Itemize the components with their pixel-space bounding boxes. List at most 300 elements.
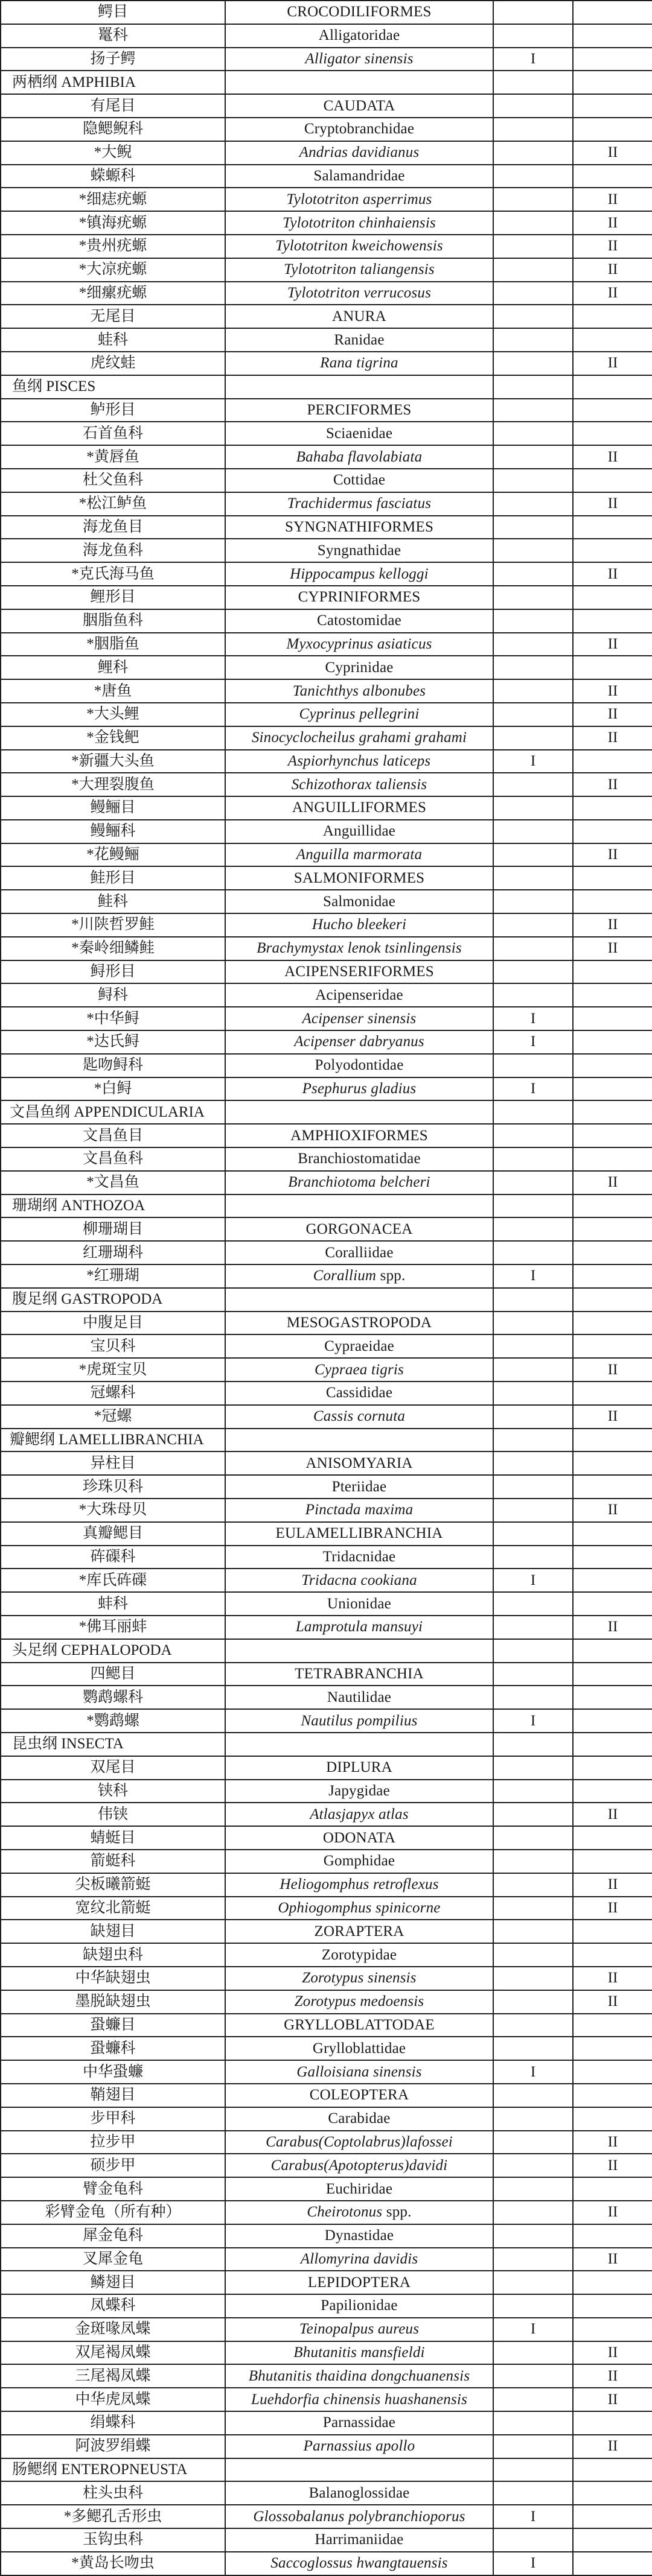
scientific-name-cell: Parnassius apollo (225, 2435, 493, 2458)
scientific-name-cell: ACIPENSERIFORMES (225, 960, 493, 984)
order-row (1, 305, 652, 328)
chinese-name-cell: 绢蝶科 (1, 2411, 225, 2435)
protection-level-2-cell (573, 796, 652, 820)
order-row (1, 1522, 652, 1546)
protection-level-1-cell (493, 71, 573, 94)
family-row (1, 1686, 652, 1709)
species-row (1, 1007, 652, 1030)
order-row (1, 2014, 652, 2037)
species-row (1, 2552, 652, 2575)
species-row (1, 562, 652, 586)
chinese-name-cell: 缺翅虫科 (1, 1943, 225, 1967)
order-row (1, 1756, 652, 1780)
order-row (1, 399, 652, 422)
scientific-name-cell: Bahaba flavolabiata (225, 445, 493, 469)
chinese-name-cell: 胭脂鱼科 (1, 609, 225, 633)
protection-level-1-cell (493, 1546, 573, 1569)
scientific-name-cell: Catostomidae (225, 609, 493, 633)
scientific-name-cell: Acipenser dabryanus (225, 1030, 493, 1054)
species-row (1, 679, 652, 703)
protection-level-2-cell (573, 71, 652, 94)
protection-level-1-cell (493, 1616, 573, 1639)
chinese-name-cell: 宝贝科 (1, 1334, 225, 1358)
species-row (1, 703, 652, 726)
chinese-name-cell: 蛩蠊目 (1, 2014, 225, 2037)
protection-level-1-cell (493, 562, 573, 586)
protection-level-1-cell (493, 1147, 573, 1171)
scientific-name-cell: Tanichthys albonubes (225, 679, 493, 703)
protection-level-1-cell: I (493, 1007, 573, 1030)
chinese-name-cell: 箭蜓科 (1, 1850, 225, 1873)
scientific-name-cell: COLEOPTERA (225, 2084, 493, 2107)
protection-level-2-cell: II (573, 726, 652, 750)
protection-level-2-cell (573, 1756, 652, 1780)
family-row (1, 1546, 652, 1569)
chinese-name-cell: 中华蛩蠊 (1, 2060, 225, 2084)
species-row (1, 141, 652, 165)
protection-level-2-cell: II (573, 703, 652, 726)
protection-level-1-cell (493, 1663, 573, 1686)
scientific-name-cell: Unionidae (225, 1592, 493, 1616)
scientific-name-cell: Andrias davidianus (225, 141, 493, 165)
protection-level-1-cell (493, 539, 573, 562)
protection-level-1-cell (493, 586, 573, 609)
scientific-name-cell: LEPIDOPTERA (225, 2271, 493, 2294)
protection-level-2-cell: II (573, 1499, 652, 1522)
protection-level-2-cell (573, 1077, 652, 1101)
chinese-name-cell: 杜父鱼科 (1, 469, 225, 492)
family-row (1, 1943, 652, 1967)
scientific-name-cell: Coralliidae (225, 1241, 493, 1264)
protection-level-2-cell (573, 2294, 652, 2318)
chinese-name-cell: 鲑形目 (1, 866, 225, 890)
protection-level-2-cell (573, 820, 652, 843)
family-row (1, 2177, 652, 2201)
protection-level-2-cell (573, 586, 652, 609)
protection-level-2-cell: II (573, 352, 652, 375)
protection-level-1-cell (493, 141, 573, 165)
protection-level-1-cell: I (493, 2552, 573, 2575)
chinese-name-cell: *贵州疣螈 (1, 235, 225, 258)
protection-level-2-cell (573, 1920, 652, 1943)
protection-level-2-cell (573, 1124, 652, 1147)
scientific-name-cell: Galloisiana sinensis (225, 2060, 493, 2084)
protection-level-1-cell (493, 2435, 573, 2458)
protection-level-2-cell (573, 960, 652, 984)
chinese-name-cell: 蚌科 (1, 1592, 225, 1616)
chinese-name-cell: 伟铗 (1, 1803, 225, 1826)
protection-level-1-cell: I (493, 2318, 573, 2341)
chinese-name-cell: 鲤科 (1, 656, 225, 679)
class-header-row (1, 1429, 652, 1452)
protection-level-2-cell (573, 2014, 652, 2037)
protection-level-2-cell (573, 1007, 652, 1030)
chinese-name-cell: 鹦鹉螺科 (1, 1686, 225, 1709)
chinese-name-cell: 双尾目 (1, 1756, 225, 1780)
protection-level-1-cell (493, 726, 573, 750)
protection-level-2-cell (573, 1100, 652, 1124)
scientific-name-cell: Carabus(Apotopterus)davidi (225, 2154, 493, 2177)
species-row (1, 2364, 652, 2388)
protection-level-1-cell (493, 1780, 573, 1803)
protection-level-2-cell (573, 1850, 652, 1873)
protection-level-1-cell (493, 1312, 573, 1335)
protection-level-2-cell: II (573, 188, 652, 211)
scientific-name-cell: Cyprinidae (225, 656, 493, 679)
species-row (1, 1803, 652, 1826)
protection-level-2-cell (573, 890, 652, 913)
scientific-name-cell: Dynastidae (225, 2224, 493, 2248)
species-row (1, 1264, 652, 1288)
scientific-name-cell: Zorotypidae (225, 1943, 493, 1967)
chinese-name-cell: 拉步甲 (1, 2131, 225, 2154)
chinese-name-cell: *佛耳丽蚌 (1, 1616, 225, 1639)
protection-level-2-cell (573, 1217, 652, 1241)
family-row (1, 539, 652, 562)
family-row (1, 983, 652, 1007)
species-row (1, 48, 652, 71)
scientific-name-cell: Cassididae (225, 1382, 493, 1405)
scientific-name-cell: ZORAPTERA (225, 1920, 493, 1943)
protection-level-2-cell: II (573, 679, 652, 703)
scientific-name-cell: Branchiostomatidae (225, 1147, 493, 1171)
species-row (1, 843, 652, 867)
chinese-name-cell: 鞘翅目 (1, 2084, 225, 2107)
family-row (1, 2481, 652, 2505)
chinese-name-cell: 石首鱼科 (1, 422, 225, 445)
scientific-name-cell: Tridacnidae (225, 1546, 493, 1569)
scientific-name-cell: CROCODILIFORMES (225, 1, 493, 24)
order-row (1, 586, 652, 609)
scientific-name-cell: Pteriidae (225, 1475, 493, 1499)
chinese-name-cell: *文昌鱼 (1, 1171, 225, 1194)
scientific-name-cell: Cottidae (225, 469, 493, 492)
species-row (1, 1990, 652, 2014)
scientific-name-cell: Sinocyclocheilus grahami grahami (225, 726, 493, 750)
protection-level-2-cell: II (573, 1990, 652, 2014)
scientific-name-cell: Cyprinus pellegrini (225, 703, 493, 726)
chinese-name-cell: 鳗鲡科 (1, 820, 225, 843)
protection-level-1-cell (493, 235, 573, 258)
protection-level-2-cell (573, 1, 652, 24)
protection-level-1-cell (493, 165, 573, 188)
protection-level-1-cell: I (493, 1709, 573, 1733)
species-row (1, 2341, 652, 2365)
scientific-name-cell: Carabus(Coptolabrus)lafossei (225, 2131, 493, 2154)
protection-level-2-cell (573, 866, 652, 890)
family-row (1, 1382, 652, 1405)
chinese-name-cell: 鼍科 (1, 24, 225, 48)
chinese-name-cell: 鱼纲 PISCES (1, 375, 225, 399)
scientific-name-cell: Cryptobranchidae (225, 118, 493, 141)
scientific-name-cell: Alligator sinensis (225, 48, 493, 71)
scientific-name-cell: Grylloblattidae (225, 2037, 493, 2060)
scientific-name-cell: Tridacna cookiana (225, 1569, 493, 1592)
scientific-name-cell: Ranidae (225, 328, 493, 352)
order-row (1, 866, 652, 890)
species-row (1, 188, 652, 211)
chinese-name-cell: 海龙鱼目 (1, 516, 225, 539)
species-row (1, 2318, 652, 2341)
protection-level-1-cell (493, 1733, 573, 1756)
species-row (1, 1358, 652, 1382)
chinese-name-cell: 真瓣鳃目 (1, 1522, 225, 1546)
protection-level-2-cell (573, 1475, 652, 1499)
chinese-name-cell: *镇海疣螈 (1, 211, 225, 235)
scientific-name-cell: SYNGNATHIFORMES (225, 516, 493, 539)
scientific-name-cell (225, 1429, 493, 1452)
chinese-name-cell: *鹦鹉螺 (1, 1709, 225, 1733)
protection-level-1-cell (493, 703, 573, 726)
class-header-row (1, 1100, 652, 1124)
protection-level-1-cell (493, 1686, 573, 1709)
family-row (1, 2411, 652, 2435)
chinese-name-cell: *川陕哲罗鲑 (1, 913, 225, 937)
family-row (1, 165, 652, 188)
protection-level-2-cell (573, 1546, 652, 1569)
chinese-name-cell: 鳗鲡目 (1, 796, 225, 820)
class-header-row (1, 375, 652, 399)
chinese-name-cell: 犀金龟科 (1, 2224, 225, 2248)
scientific-name-cell: Gomphidae (225, 1850, 493, 1873)
chinese-name-cell: 扬子鳄 (1, 48, 225, 71)
chinese-name-cell: *细痣疣螈 (1, 188, 225, 211)
order-row (1, 516, 652, 539)
protection-level-1-cell (493, 1100, 573, 1124)
family-row (1, 1475, 652, 1499)
scientific-name-cell: Zorotypus medoensis (225, 1990, 493, 2014)
protection-level-1-cell (493, 2014, 573, 2037)
protection-level-1-cell (493, 1, 573, 24)
chinese-name-cell: 海龙鱼科 (1, 539, 225, 562)
scientific-name-cell: AMPHIOXIFORMES (225, 1124, 493, 1147)
protection-level-2-cell (573, 422, 652, 445)
protection-level-2-cell (573, 1054, 652, 1077)
protection-level-1-cell (493, 1639, 573, 1663)
scientific-name-cell (225, 1100, 493, 1124)
order-row (1, 1217, 652, 1241)
family-row (1, 890, 652, 913)
protection-level-1-cell (493, 1241, 573, 1264)
class-header-row (1, 1288, 652, 1312)
scientific-name-cell: Polyodontidae (225, 1054, 493, 1077)
chinese-name-cell: 步甲科 (1, 2107, 225, 2131)
protection-level-2-cell: II (573, 1897, 652, 1920)
protection-level-2-cell: II (573, 843, 652, 867)
scientific-name-cell: Heliogomphus retroflexus (225, 1873, 493, 1897)
scientific-name-cell: Acipenser sinensis (225, 1007, 493, 1030)
scientific-name-cell: ANGUILLIFORMES (225, 796, 493, 820)
protection-level-1-cell (493, 1592, 573, 1616)
protection-level-1-cell (493, 445, 573, 469)
chinese-name-cell: 凤蝶科 (1, 2294, 225, 2318)
protection-level-1-cell (493, 1358, 573, 1382)
family-row (1, 1241, 652, 1264)
scientific-name-cell (225, 2458, 493, 2482)
protection-level-2-cell: II (573, 773, 652, 796)
protection-level-1-cell (493, 773, 573, 796)
protection-level-2-cell: II (573, 1405, 652, 1429)
family-row (1, 1850, 652, 1873)
family-row (1, 422, 652, 445)
protection-level-2-cell (573, 2107, 652, 2131)
protection-level-2-cell: II (573, 2154, 652, 2177)
chinese-name-cell: 昆虫纲 INSECTA (1, 1733, 225, 1756)
chinese-name-cell: 中华虎凤蝶 (1, 2388, 225, 2411)
protection-level-1-cell (493, 1194, 573, 1218)
scientific-name-cell: Nautilus pompilius (225, 1709, 493, 1733)
chinese-name-cell: 尖板曦箭蜓 (1, 1873, 225, 1897)
chinese-name-cell: 珍珠贝科 (1, 1475, 225, 1499)
protection-level-2-cell (573, 609, 652, 633)
protection-level-2-cell (573, 399, 652, 422)
protection-level-2-cell (573, 1733, 652, 1756)
species-row (1, 2505, 652, 2528)
species-row (1, 258, 652, 282)
scientific-name-cell: TETRABRANCHIA (225, 1663, 493, 1686)
scientific-name-cell: Syngnathidae (225, 539, 493, 562)
protection-level-2-cell (573, 1592, 652, 1616)
protection-level-2-cell (573, 1522, 652, 1546)
class-header-row (1, 1194, 652, 1218)
scientific-name-cell: Cypraeidae (225, 1334, 493, 1358)
protection-level-1-cell (493, 937, 573, 960)
order-row (1, 796, 652, 820)
scientific-name-cell: DIPLURA (225, 1756, 493, 1780)
protection-level-1-cell (493, 1873, 573, 1897)
protection-level-2-cell (573, 1241, 652, 1264)
chinese-name-cell: *黄唇鱼 (1, 445, 225, 469)
scientific-name-cell: Acipenseridae (225, 983, 493, 1007)
scientific-name-cell: Psephurus gladius (225, 1077, 493, 1101)
protection-level-1-cell (493, 960, 573, 984)
protection-level-2-cell (573, 2271, 652, 2294)
class-header-row (1, 71, 652, 94)
protection-level-2-cell (573, 305, 652, 328)
chinese-name-cell: *冠螺 (1, 1405, 225, 1429)
chinese-name-cell: *大凉疣螈 (1, 258, 225, 282)
chinese-name-cell: 虎纹蛙 (1, 352, 225, 375)
protection-level-2-cell (573, 2318, 652, 2341)
order-row (1, 1, 652, 24)
family-row (1, 2528, 652, 2552)
chinese-name-cell: 臂金龟科 (1, 2177, 225, 2201)
chinese-name-cell: 文昌鱼科 (1, 1147, 225, 1171)
species-row (1, 211, 652, 235)
chinese-name-cell: 四鳃目 (1, 1663, 225, 1686)
chinese-name-cell: 鲈形目 (1, 399, 225, 422)
protection-level-2-cell (573, 24, 652, 48)
protection-level-2-cell: II (573, 2435, 652, 2458)
scientific-name-cell: ANURA (225, 305, 493, 328)
protection-level-2-cell: II (573, 2341, 652, 2365)
species-row (1, 1077, 652, 1101)
chinese-name-cell: 腹足纲 GASTROPODA (1, 1288, 225, 1312)
scientific-name-cell: Teinopalpus aureus (225, 2318, 493, 2341)
protection-level-2-cell (573, 2528, 652, 2552)
protection-level-1-cell (493, 913, 573, 937)
protection-level-2-cell: II (573, 211, 652, 235)
protection-level-2-cell (573, 2458, 652, 2482)
family-row (1, 1054, 652, 1077)
scientific-name-cell: Tylototriton chinhaiensis (225, 211, 493, 235)
scientific-name-cell: Anguillidae (225, 820, 493, 843)
protection-level-1-cell (493, 2481, 573, 2505)
species-row (1, 2248, 652, 2271)
scientific-name-cell: GRYLLOBLATTODAE (225, 2014, 493, 2037)
protection-level-2-cell: II (573, 235, 652, 258)
chinese-name-cell: 珊瑚纲 ANTHOZOA (1, 1194, 225, 1218)
protection-level-2-cell: II (573, 282, 652, 305)
chinese-name-cell: *金钱鲃 (1, 726, 225, 750)
scientific-name-cell: Nautilidae (225, 1686, 493, 1709)
chinese-name-cell: *中华鲟 (1, 1007, 225, 1030)
spp-suffix: spp. (386, 2204, 412, 2221)
species-row (1, 352, 652, 375)
chinese-name-cell: 柱头虫科 (1, 2481, 225, 2505)
protection-level-1-cell (493, 492, 573, 516)
scientific-name-cell (225, 1194, 493, 1218)
protection-level-1-cell (493, 656, 573, 679)
family-row (1, 609, 652, 633)
protection-level-2-cell: II (573, 2201, 652, 2224)
chinese-name-cell: 异柱目 (1, 1451, 225, 1475)
chinese-name-cell: *大头鲤 (1, 703, 225, 726)
species-row (1, 1171, 652, 1194)
protection-level-2-cell: II (573, 141, 652, 165)
scientific-name-cell: Schizothorax taliensis (225, 773, 493, 796)
order-row (1, 1920, 652, 1943)
protection-level-1-cell: I (493, 1264, 573, 1288)
chinese-name-cell: 玉钩虫科 (1, 2528, 225, 2552)
scientific-name-cell: Branchiotoma belcheri (225, 1171, 493, 1194)
protection-level-1-cell (493, 890, 573, 913)
species-row (1, 1405, 652, 1429)
chinese-name-cell: 金斑喙凤蝶 (1, 2318, 225, 2341)
chinese-name-cell: 鲟形目 (1, 960, 225, 984)
protection-level-2-cell (573, 2224, 652, 2248)
species-row (1, 2435, 652, 2458)
chinese-name-cell: *唐鱼 (1, 679, 225, 703)
protection-level-1-cell (493, 2271, 573, 2294)
chinese-name-cell: 两栖纲 AMPHIBIA (1, 71, 225, 94)
species-row (1, 2154, 652, 2177)
protection-level-2-cell: II (573, 445, 652, 469)
protection-level-2-cell (573, 1147, 652, 1171)
chinese-name-cell: 砗磲科 (1, 1546, 225, 1569)
protection-level-2-cell (573, 656, 652, 679)
scientific-name-cell: EULAMELLIBRANCHIA (225, 1522, 493, 1546)
scientific-name-cell: Tylototriton taliangensis (225, 258, 493, 282)
chinese-name-cell: 缺翅目 (1, 1920, 225, 1943)
genus-name: Corallium (313, 1267, 377, 1284)
chinese-name-cell: *虎斑宝贝 (1, 1358, 225, 1382)
protection-level-1-cell (493, 866, 573, 890)
species-row (1, 1030, 652, 1054)
chinese-name-cell: *黄岛长吻虫 (1, 2552, 225, 2575)
protection-level-1-cell (493, 2037, 573, 2060)
protection-level-2-cell: II (573, 1873, 652, 1897)
class-header-row (1, 2458, 652, 2482)
family-row (1, 1592, 652, 1616)
family-row (1, 1334, 652, 1358)
scientific-name-cell: Euchiridae (225, 2177, 493, 2201)
protection-level-1-cell (493, 1499, 573, 1522)
scientific-name-cell (225, 375, 493, 399)
species-row (1, 1897, 652, 1920)
protection-level-2-cell: II (573, 2364, 652, 2388)
protection-level-2-cell: II (573, 2248, 652, 2271)
